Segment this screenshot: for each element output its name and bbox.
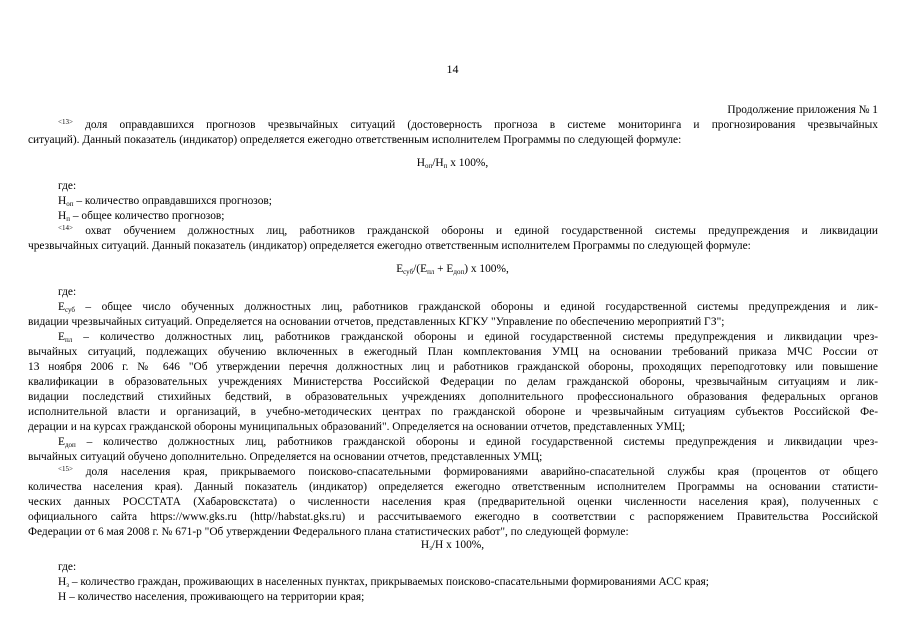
item13-def-hp: $Н_п$ – общее количество прогнозов; <box>58 210 225 223</box>
item14-where: где: <box>58 286 77 298</box>
item13-line2: ситуаций). Данный показатель (индикатор) определяется ежегодно ответственным исполнителем Программы по следующей формуле: <box>28 134 682 146</box>
item14-epl-line2: вычайных ситуаций, подлежащих обучению включенных в ежегодный План комплектования УМЦ на основании требований приказа МЧС России от <box>28 346 878 358</box>
item14-epl-line6: исполнительной власти и организаций, в учебно-методических центрах по гражданской обороне и чрезвычайным ситуациям субъектов Российской Фе- <box>28 406 878 418</box>
item14-edop-line1: $Е_{доп}$ – количество должностных лиц, работников гражданской обороны и единой государственной системы предупреждения и ликвидации чрез- <box>58 436 878 449</box>
item15-line3: ческих данных РОССТАТА (Хабаровскстата) о численности населения края (предварительной оценки численности населения края), полученных с <box>28 496 878 508</box>
item15-formula: $Н_з/Н$ x 100%, <box>420 539 485 552</box>
appendix-continuation-label: Продолжение приложения № 1 <box>727 104 878 116</box>
item13-where: где: <box>58 180 77 192</box>
item14-esub-line1: $Е_{суб}$ – общее число обученных должностных лиц, работников гражданской обороны и единой государственной системы предупреждения и лик- <box>58 301 878 314</box>
item14-epl-line1: $Е_{пл}$ – количество должностных лиц, работников гражданской обороны и единой государственной системы предупреждения и ликвидации чрез- <box>58 331 878 344</box>
item14-edop-line2: вычайных ситуаций обучено дополнительно. Определяется на основании отчетов, представленных УМЦ; <box>28 451 543 463</box>
item15-line4: официального сайта https://www.gks.ru (http//habstat.gks.ru) и рассчитываемого ежегодно в соответствии с распоряжением Правительства Российской <box>28 511 878 523</box>
item13-formula: $Н_{оп}/Н_п$ x 100%, <box>416 157 489 170</box>
item14-ref: <14> <box>58 224 73 232</box>
item15-def-h: Н – количество населения, проживающего на территории края; <box>58 591 365 603</box>
item15-ref: <15> <box>58 465 73 473</box>
item14-epl-line7: дерации и на курсах гражданской обороны муниципальных образований". Определяется на основании отчетов, представленных УМЦ; <box>28 421 686 433</box>
item15-line1: $^{<15>}$ доля населения края, прикрываемого поисково-спасательными формированиями аварийно-спасательной службы края (процентов от общего <box>58 465 878 478</box>
page-number: 14 <box>446 62 459 76</box>
item13-line1: $^{<13>}$ доля оправдавшихся прогнозов чрезвычайных ситуаций (достоверность прогноза в системе мониторинга и прогнозирования чрезвычайных <box>58 118 878 131</box>
item14-line1: $^{<14>}$ охват обучением должностных лиц, работников гражданской обороны и единой государственной системы предупреждения и ликвидации <box>58 224 878 237</box>
item14-epl-line3: 13 ноября 2006 г. № 646 "Об утверждении перечня должностных лиц и работников гражданской обороны, проходящих переподготовку или повышение <box>28 361 878 373</box>
item15-line5: Федерации от 6 мая 2008 г. № 671-р "Об утверждении Федерального плана статистических работ", по следующей формуле: <box>28 526 629 538</box>
item14-line2: чрезвычайных ситуаций. Данный показатель (индикатор) определяется ежегодно ответственным исполнителем Программы по следующей формуле: <box>28 240 751 252</box>
item15-def-hz: $Н_з$ – количество граждан, проживающих в населенных пунктах, прикрываемых поисково-спасательными формированиями АСС края; <box>58 576 709 589</box>
item13-ref: <13> <box>58 118 73 126</box>
item15-where: где: <box>58 561 77 573</box>
item14-epl-line5: видации последствий стихийных бедствий, в образовательных учреждениях дополнительного профессионального образования федеральных органов <box>28 391 878 403</box>
item14-formula: $Е_{суб}/(Е_{пл} + Е_{доп})$ x 100%, <box>396 263 509 276</box>
item15-line2: количества населения края). Данный показатель (индикатор) определяется ежегодно ответственным исполнителем Программы на основании статисти- <box>28 481 878 493</box>
item13-def-hop: $Н_{оп}$ – количество оправдавшихся прогнозов; <box>58 195 272 208</box>
item14-esub-line2: видации чрезвычайных ситуаций. Определяется на основании отчетов, представленных КГКУ "Управление по обеспечению мероприятий ГЗ"; <box>28 316 725 328</box>
item14-epl-line4: квалификации в образовательных учреждениях Министерства Российской Федерации по делам гражданской обороны, чрезвычайным ситуациям и лик- <box>28 376 878 388</box>
